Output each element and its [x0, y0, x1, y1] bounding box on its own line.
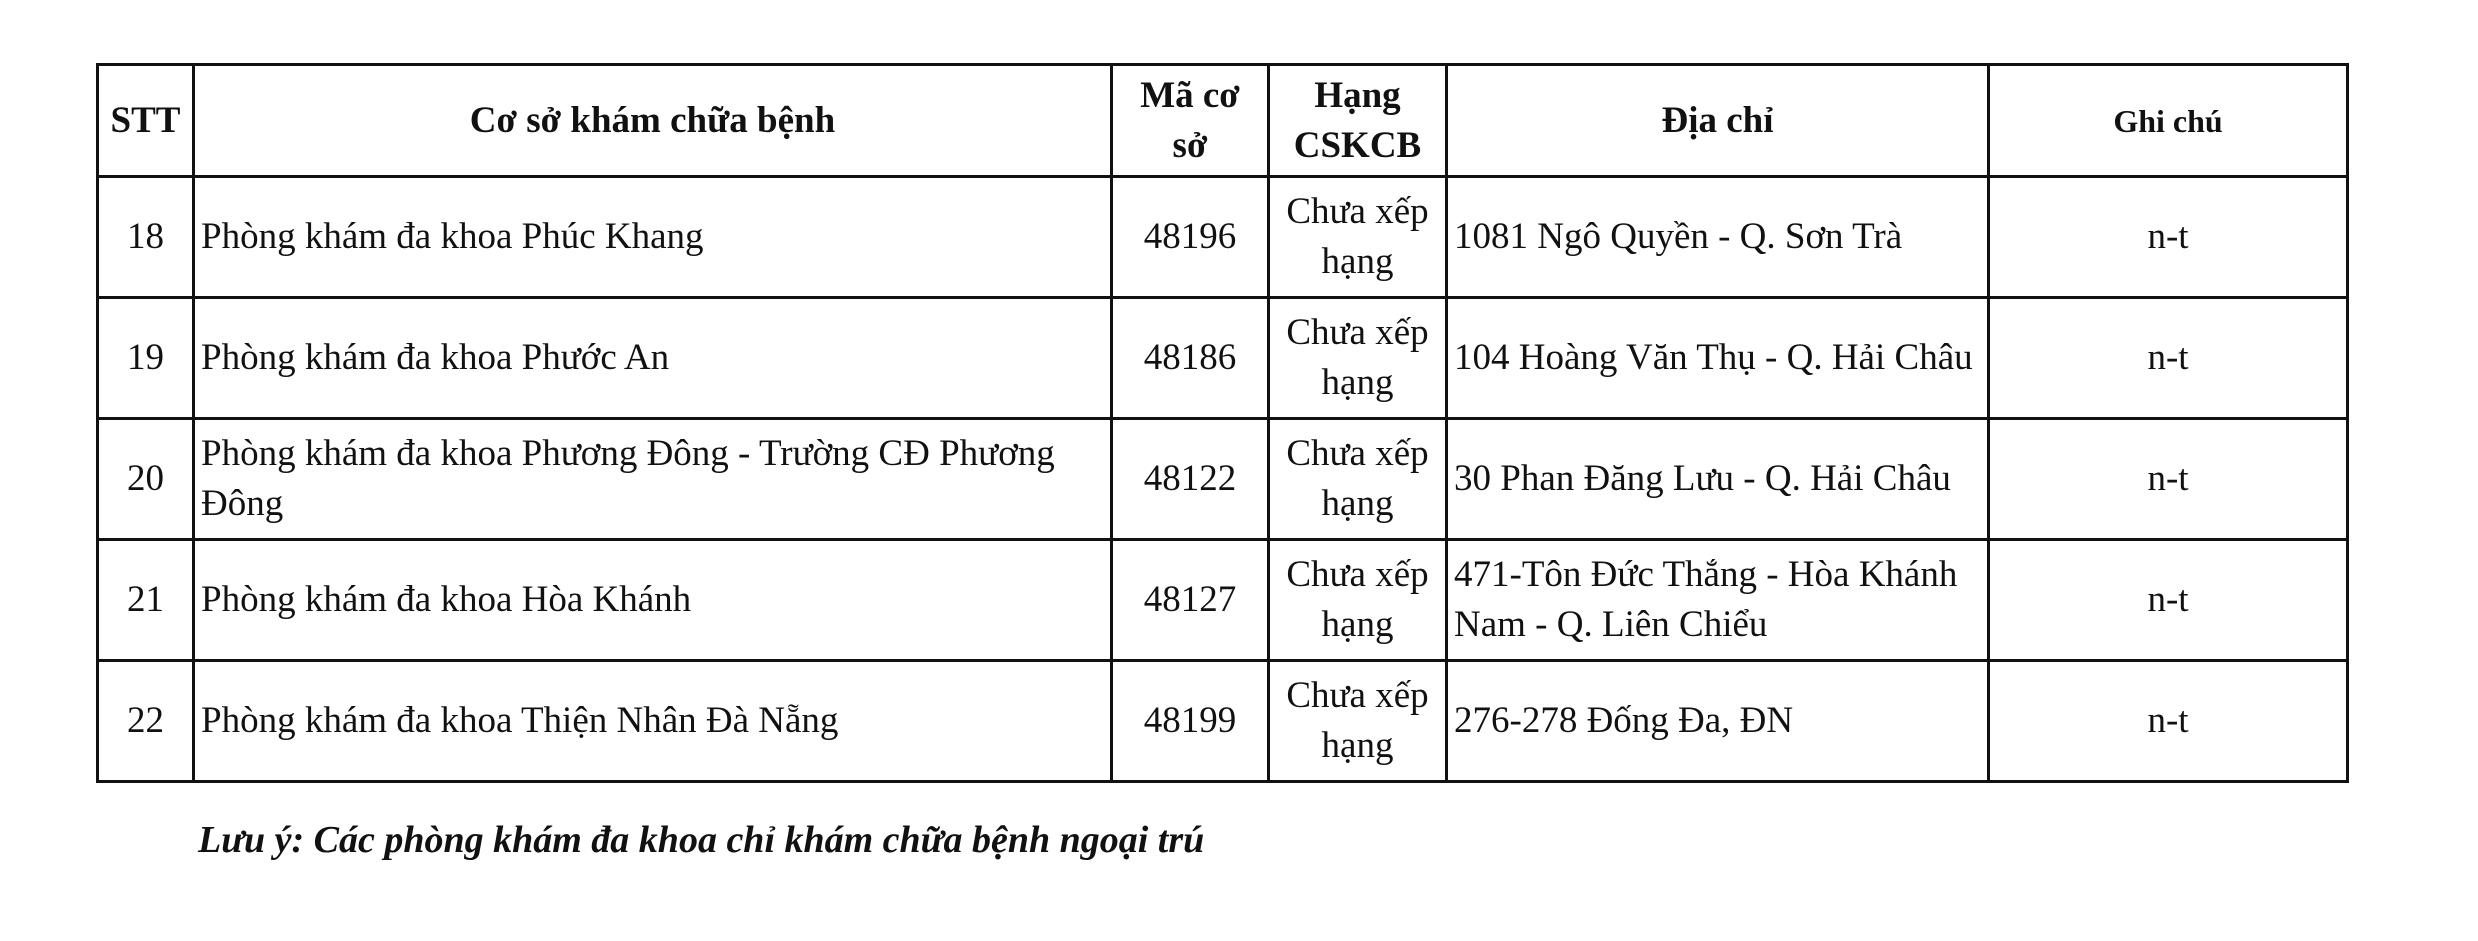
cell-facility-name: Phòng khám đa khoa Phương Đông - Trường CĐ Phương Đông	[194, 419, 1112, 540]
table-header-row	[98, 65, 2348, 177]
cell-address: 104 Hoàng Văn Thụ - Q. Hải Châu	[1447, 298, 1989, 419]
cell-facility-name: Phòng khám đa khoa Phúc Khang	[194, 177, 1112, 298]
cell-facility-code: 48127	[1112, 540, 1269, 661]
table-row	[98, 298, 2348, 419]
table-row	[98, 419, 2348, 540]
cell-facility-rank: Chưa xếp hạng	[1269, 177, 1447, 298]
cell-facility-rank: Chưa xếp hạng	[1269, 298, 1447, 419]
cell-address: 276-278 Đống Đa, ĐN	[1447, 661, 1989, 782]
header-stt: STT	[98, 65, 194, 177]
header-note: Ghi chú	[1989, 65, 2348, 177]
cell-stt: 18	[98, 177, 194, 298]
cell-note: n-t	[1989, 540, 2348, 661]
cell-stt: 20	[98, 419, 194, 540]
header-address: Địa chỉ	[1447, 65, 1989, 177]
cell-note: n-t	[1989, 298, 2348, 419]
header-facility-code: Mã cơ sở	[1112, 65, 1269, 177]
cell-address: 471-Tôn Đức Thắng - Hòa Khánh Nam - Q. Liên Chiểu	[1447, 540, 1989, 661]
cell-note: n-t	[1989, 177, 2348, 298]
cell-stt: 22	[98, 661, 194, 782]
cell-address: 1081 Ngô Quyền - Q. Sơn Trà	[1447, 177, 1989, 298]
cell-facility-code: 48122	[1112, 419, 1269, 540]
table-row	[98, 177, 2348, 298]
cell-stt: 21	[98, 540, 194, 661]
cell-note: n-t	[1989, 419, 2348, 540]
cell-stt: 19	[98, 298, 194, 419]
cell-facility-code: 48186	[1112, 298, 1269, 419]
header-facility-rank: Hạng CSKCB	[1269, 65, 1447, 177]
table-row	[98, 540, 2348, 661]
clinic-table	[96, 63, 2349, 783]
cell-facility-rank: Chưa xếp hạng	[1269, 540, 1447, 661]
cell-facility-code: 48196	[1112, 177, 1269, 298]
header-facility-name: Cơ sở khám chữa bệnh	[194, 65, 1112, 177]
cell-note: n-t	[1989, 661, 2348, 782]
footnote: Lưu ý: Các phòng khám đa khoa chỉ khám chữa bệnh ngoại trú	[198, 819, 1205, 861]
cell-facility-name: Phòng khám đa khoa Phước An	[194, 298, 1112, 419]
cell-facility-rank: Chưa xếp hạng	[1269, 661, 1447, 782]
cell-facility-name: Phòng khám đa khoa Hòa Khánh	[194, 540, 1112, 661]
cell-facility-code: 48199	[1112, 661, 1269, 782]
cell-facility-rank: Chưa xếp hạng	[1269, 419, 1447, 540]
cell-address: 30 Phan Đăng Lưu - Q. Hải Châu	[1447, 419, 1989, 540]
table-row	[98, 661, 2348, 782]
cell-facility-name: Phòng khám đa khoa Thiện Nhân Đà Nẵng	[194, 661, 1112, 782]
